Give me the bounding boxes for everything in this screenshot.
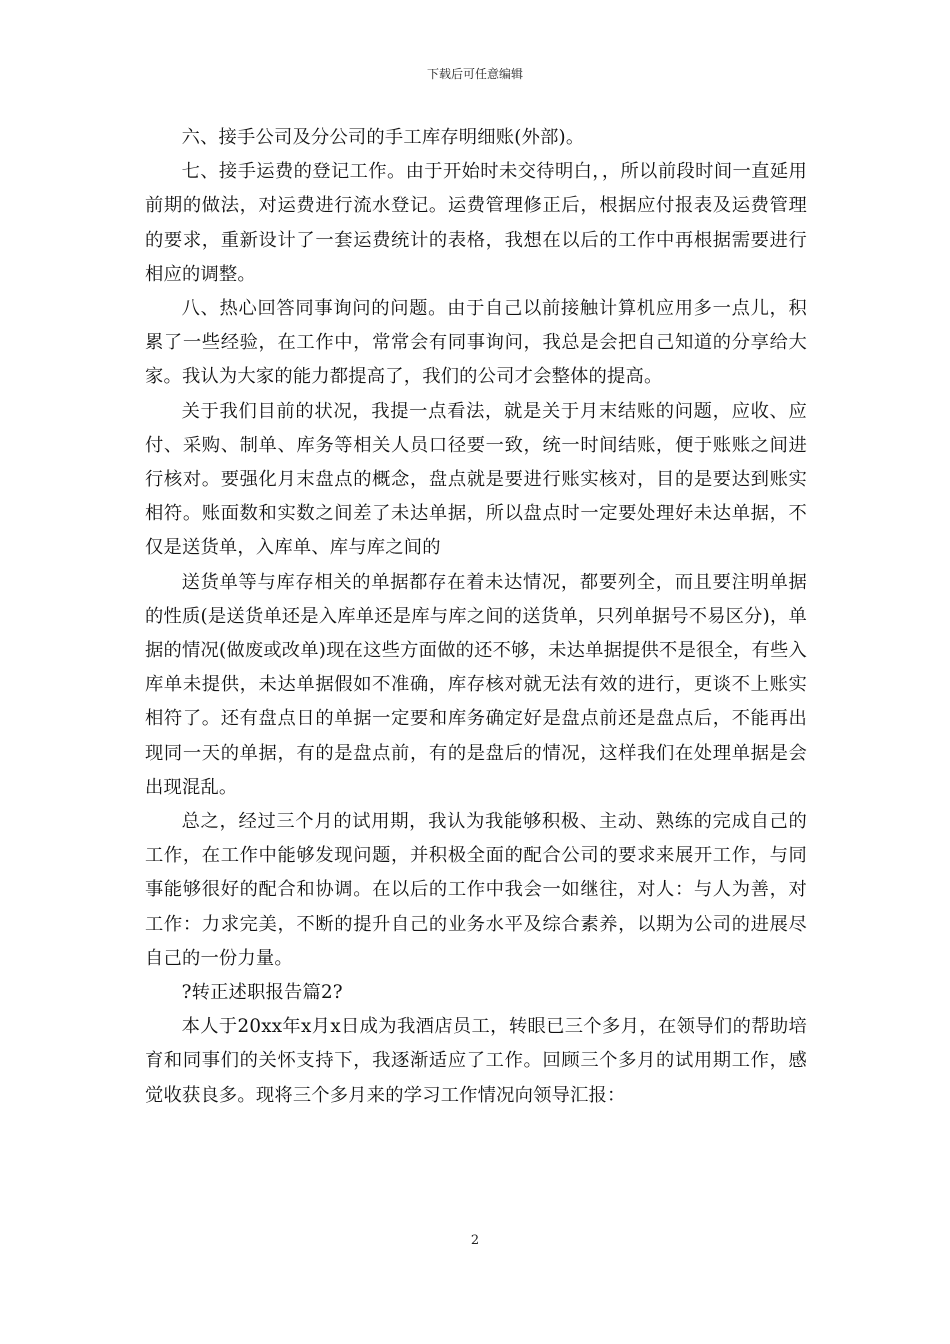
page-header: 下载后可任意编辑	[426, 67, 523, 81]
paragraph-7: 本人于20xx年x月x日成为我酒店员工，转眼已三个多月，在领导们的帮助培育和同事们的关怀支持下，我逐渐适应了工作。回顾三个多月的试用期工作，感觉收获良多。现将三个多月来的学习工作情况向领导汇报：	[145, 1016, 807, 1106]
page-number: 2	[470, 1233, 480, 1248]
paragraph-2: 七、接手运费的登记工作。由于开始时未交待明白，，所以前段时间一直延用前期的做法，对运费进行流水登记。运费管理修正后，根据应付报表及运费管理的要求，重新设计了一套运费统计的表格，我想在以后的工作中再根据需要进行相应的调整。	[145, 161, 807, 285]
section-heading: ?转正述职报告篇2?	[181, 982, 343, 1004]
paragraph-6: 总之，经过三个月的试用期，我认为我能够积极、主动、熟练的完成自己的工作，在工作中能够发现问题，并积极全面的配合公司的要求来展开工作，与同事能够很好的配合和协调。在以后的工作中我会一如继往，对人：与人为善，对工作：力求完美，不断的提升自己的业务水平及综合素养，以期为公司的进展尽自己的一份力量。	[145, 811, 807, 969]
paragraph-1: 六、接手公司及分公司的手工库存明细账(外部)。	[181, 127, 585, 148]
paragraph-5: 送货单等与库存相关的单据都存在着未达情况，都要列全，而且要注明单据的性质(是送货单还是入库单还是库与库之间的送货单，只列单据号不易区分)，单据的情况(做废或改单)现在这些方面做的还不够，未达单据提供不是很全，有些入库单未提供，未达单据假如不准确，库存核对就无法有效的进行，更谈不上账实相符了。还有盘点日的单据一定要和库务确定好是盘点前还是盘点后，不能再出现同一天的单据，有的是盘点前，有的是盘后的情况，这样我们在处理单据是会出现混乱。	[145, 571, 807, 798]
paragraph-3: 八、热心回答同事询问的问题。由于自己以前接触计算机应用多一点儿，积累了一些经验，在工作中，常常会有同事询问，我总是会把自己知道的分享给大家。我认为大家的能力都提高了，我们的公司才会整体的提高。	[145, 298, 807, 388]
paragraph-4: 关于我们目前的状况，我提一点看法，就是关于月末结账的问题，应收、应付、采购、制单、库务等相关人员口径要一致，统一时间结账，便于账账之间进行核对。要强化月末盘点的概念，盘点就是要进行账实核对，目的是要达到账实相符。账面数和实数之间差了未达单据，所以盘点时一定要处理好未达单据，不仅是送货单，入库单、库与库之间的	[145, 400, 807, 559]
document-body	[145, 121, 807, 1113]
